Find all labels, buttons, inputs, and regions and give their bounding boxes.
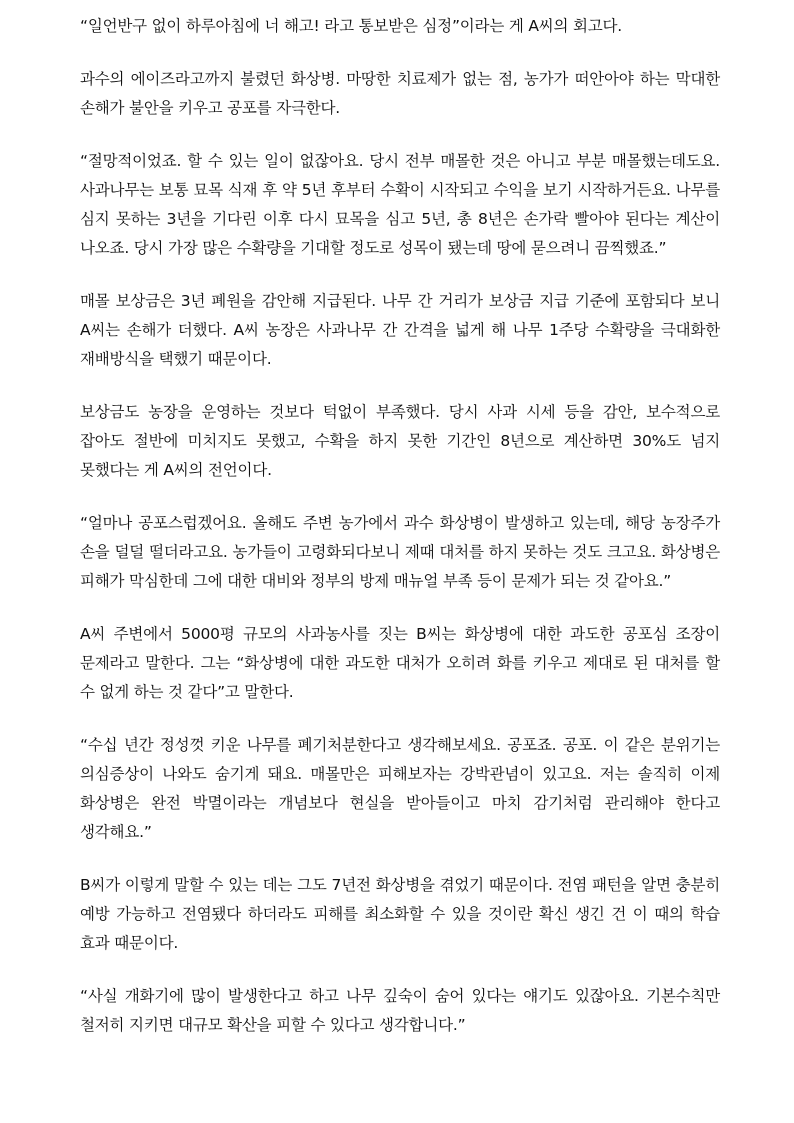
- paragraph-6: “얼마나 공포스럽겠어요. 올해도 주변 농가에서 과수 화상병이 발생하고 있는데, 해당 농장주가 손을 덜덜 떨더라고요. 농가들이 고령화되다보니 제때 대처를 하지 못하는 것도 크고요. 화상병은 피해가 막심한데 그에 대한 대비와 정부의 방제 매뉴얼 부족 등이 문제가 되는 것 같아요.”: [80, 514, 720, 590]
- paragraph-8: “수십 년간 정성껏 키운 나무를 폐기처분한다고 생각해보세요. 공포죠. 공포. 이 같은 분위기는 의심증상이 나와도 숨기게 돼요. 매몰만은 피해보자는 강박관념이 있고요. 저는 솔직히 이제 화상병은 완전 박멸이라는 개념보다 현실을 받아들이고 마치 감기처럼 관리해야 한다고 생각해요.”: [80, 736, 720, 841]
- paragraph-2: 과수의 에이즈라고까지 불렸던 화상병. 마땅한 치료제가 없는 점, 농가가 떠안아야 하는 막대한 손해가 불안을 키우고 공포를 자극한다.: [80, 70, 720, 117]
- paragraph-9: B씨가 이렇게 말할 수 있는 데는 그도 7년전 화상병을 겪었기 때문이다. 전염 패턴을 알면 충분히 예방 가능하고 전염됐다 하더라도 피해를 최소화할 수 있을 것이란 확신 생긴 건 이 때의 학습 효과 때문이다.: [80, 876, 720, 952]
- paragraph-10: “사실 개화기에 많이 발생한다고 하고 나무 깊숙이 숨어 있다는 얘기도 있잖아요. 기본수칙만 철저히 지키면 대규모 확산을 피할 수 있다고 생각합니다.”: [80, 987, 720, 1034]
- paragraph-1: “일언반구 없이 하루아침에 너 해고! 라고 통보받은 심정”이라는 게 A씨의 회고다.: [80, 17, 623, 35]
- paragraph-7: A씨 주변에서 5000평 규모의 사과농사를 짓는 B씨는 화상병에 대한 과도한 공포심 조장이 문제라고 말한다. 그는 “화상병에 대한 과도한 대처가 오히려 화를 키우고 제대로 된 대처를 할 수 없게 하는 것 같다”고 말한다.: [80, 625, 720, 701]
- paragraph-4: 매몰 보상금은 3년 폐원을 감안해 지급된다. 나무 간 거리가 보상금 지급 기준에 포함되다 보니 A씨는 손해가 더했다. A씨 농장은 사과나무 간 간격을 넓게 해 나무 1주당 수확량을 극대화한 재배방식을 택했기 때문이다.: [80, 292, 720, 368]
- paragraph-3: “절망적이었죠. 할 수 있는 일이 없잖아요. 당시 전부 매몰한 것은 아니고 부분 매몰했는데도요. 사과나무는 보통 묘목 식재 후 약 5년 후부터 수확이 시작되고 수익을 보기 시작하거든요. 나무를 심지 못하는 3년을 기다린 이후 다시 묘목을 심고 5년, 총 8년은 손가락 빨아야 된다는 계산이 나오죠. 당시 가장 많은 수확량을 기대할 정도로 성목이 됐는데 땅에 묻으려니 끔찍했죠.”: [80, 152, 720, 257]
- paragraph-5: 보상금도 농장을 운영하는 것보다 턱없이 부족했다. 당시 사과 시세 등을 감안, 보수적으로 잡아도 절반에 미치지도 못했고, 수확을 하지 못한 기간인 8년으로 계산하면 30%도 넘지 못했다는 게 A씨의 전언이다.: [80, 403, 720, 479]
- article-body: [80, 12, 720, 1064]
